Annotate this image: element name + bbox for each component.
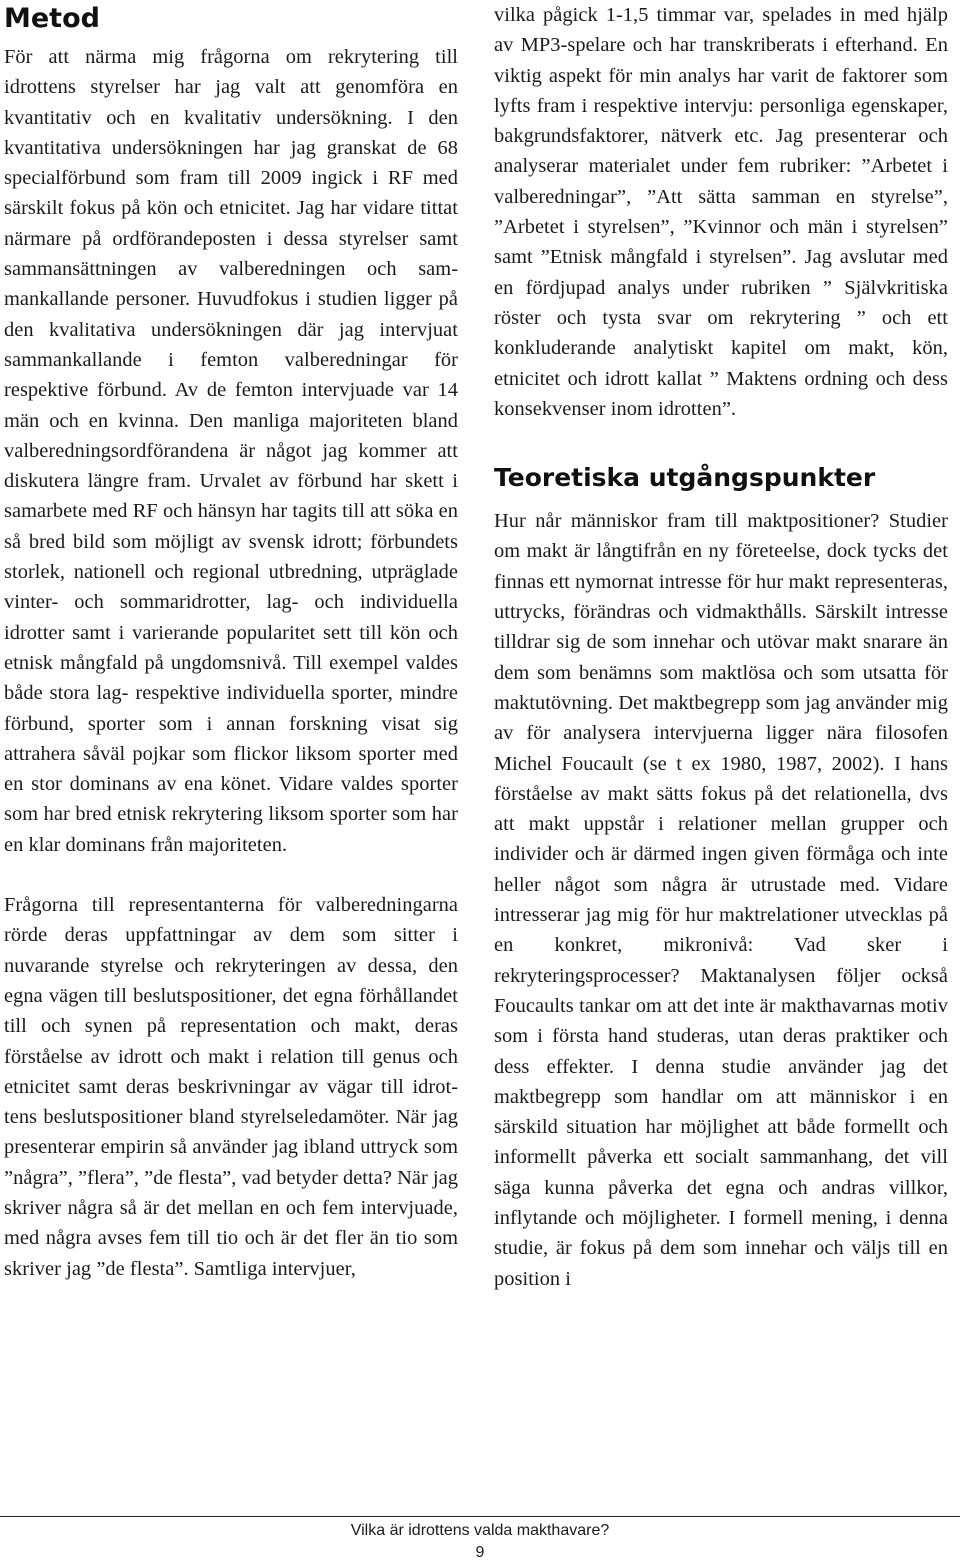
body-paragraph: vilka pågick 1-1,5 timmar var, spelades in med hjälp av MP3-spelare och har transkriberats i efterhand. En viktig aspekt för min analys har varit de faktorer som lyfts fram i respektive intervju: personliga egenskaper, bakgrundsfaktorer, nätverk etc. Jag presenterar och analyserar materialet under fem rubriker: ”Arbetet i valberedningar”, ”Att sätta samman en styrelse”, ”Arbetet i styrelsen”, ”Kvinnor och män i styrelsen” samt ”Etnisk mångfald i styrelsen”. Jag avslutar med en fördjupad analys under rubriken ” Självkritiska röster och tysta svar om rekrytering ” och ett konkluderande analytiskt kapitel om makt, kön, etnicitet och idrott kallat ” Maktens ordning och dess konsekvenser inom idrotten”. xyxy=(494,4,948,420)
page-number: 9 xyxy=(475,1544,485,1561)
section-heading-teoretiska: Teoretiska utgångspunkter xyxy=(494,463,876,493)
left-column xyxy=(4,0,458,1284)
footer-divider xyxy=(0,1516,960,1517)
body-paragraph: För att närma mig frågorna om rekrytering till idrottens styrelser har jag valt att genomföra en kvantitativ och en kvalitativ undersökning. I den kvantitativa undersökningen har jag granskat de 68 specialförbund som fram till 2009 ingick i RF med särskilt fokus på kön och etnicitet. Jag har vidare tittat närmare på ordförandeposten i dessa styrelser samt sammansättningen av valberedningen och sammankallande personer. Huvudfokus i studien ligger på den kvalitativa undersökningen där jag intervjuat sammankallande i femton valberedningar för respektive förbund. Av de femton intervjuade var 14 män och en kvinna. Den manliga majoriteten bland valberedningsordförandena är något jag kommer att diskutera längre fram. Urvalet av förbund har skett i samarbete med RF och hänsyn har tagits till att söka en så bred bild som möjligt av svensk idrott; förbundets storlek, nationell och regional utbredning, utpräglade vinter- och sommaridrotter, lag- och individuella idrotter samt i varierande popularitet sett till kön och etnisk mångfald på ungdomsnivå. Till exempel valdes både stora lag- respektive individuella sporter, mindre förbund, sporter som i annan forskning visat sig attrahera såväl pojkar som flickor liksom sporter med en stor dominans av ena könet. Vidare valdes sporter som har bred etnisk rekrytering liksom sporter som har en klar dominans från majoriteten. xyxy=(4,46,458,856)
running-footer-title: Vilka är idrottens valda makthavare? xyxy=(350,1522,610,1539)
body-paragraph: Frågorna till representanterna för valberedningarna rörde deras uppfattningar av dem som sitter i nuvarande styrelse och rekryteringen av dessa, den egna vägen till beslutspositioner, det egna förhållandet till och synen på representation och makt, deras förståelse av idrott och makt i relation till genus och etnicitet samt deras beskrivningar av vägar till idrottens beslutspositioner bland styrelseledamöter. När jag presenterar empirin så använder jag ibland uttryck som ”några”, ”flera”, ”de flesta”, vad betyder detta? När jag skriver några så är det mellan en och fem intervjuade, med några avses fem till tio och är det fler än tio som skriver jag ”de flesta”. Samtliga intervjuer, xyxy=(4,894,458,1280)
body-paragraph: Hur når människor fram till maktpositioner? Studier om makt är långtifrån en ny företeelse, dock tycks det finnas ett nymornat intresse för hur makt representeras, uttrycks, förändras och vidmakthålls. Särskilt intresse tilldrar sig de som innehar och utövar makt snarare än dem som benämns som maktlösa och som utsatta för maktutövning. Det maktbegrepp som jag använder mig av för analysera intervjuerna ligger nära filosofen Michel Foucault (se t ex 1980, 1987, 2002). I hans förståelse av makt sätts fokus på det relationella, dvs att makt uppstår i relationer mellan grupper och individer och är därmed ingen given förmåga och inte heller något som några är utrustade med. Vidare intresserar jag mig för hur maktrelationer utvecklas på en konkret, mikronivå: Vad sker i rekryteringsprocesser? Maktanalysen följer också Foucaults tankar om att det inte är makthavarnas motiv som i första hand studeras, utan deras praktiker och dess effekter. I denna studie använder jag det maktbegrepp som handlar om att människor i en särskild situation har möjlighet att både formellt och informellt påverka ett socialt sammanhang, det vill säga kunna påverka det egna och andras villkor, inflytande och möjligheter. I formell mening, i denna studie, är fokus på dem som innehar och väljs till en position i xyxy=(494,510,948,1290)
right-column xyxy=(494,0,948,1294)
section-heading-metod: Metod xyxy=(4,3,100,34)
